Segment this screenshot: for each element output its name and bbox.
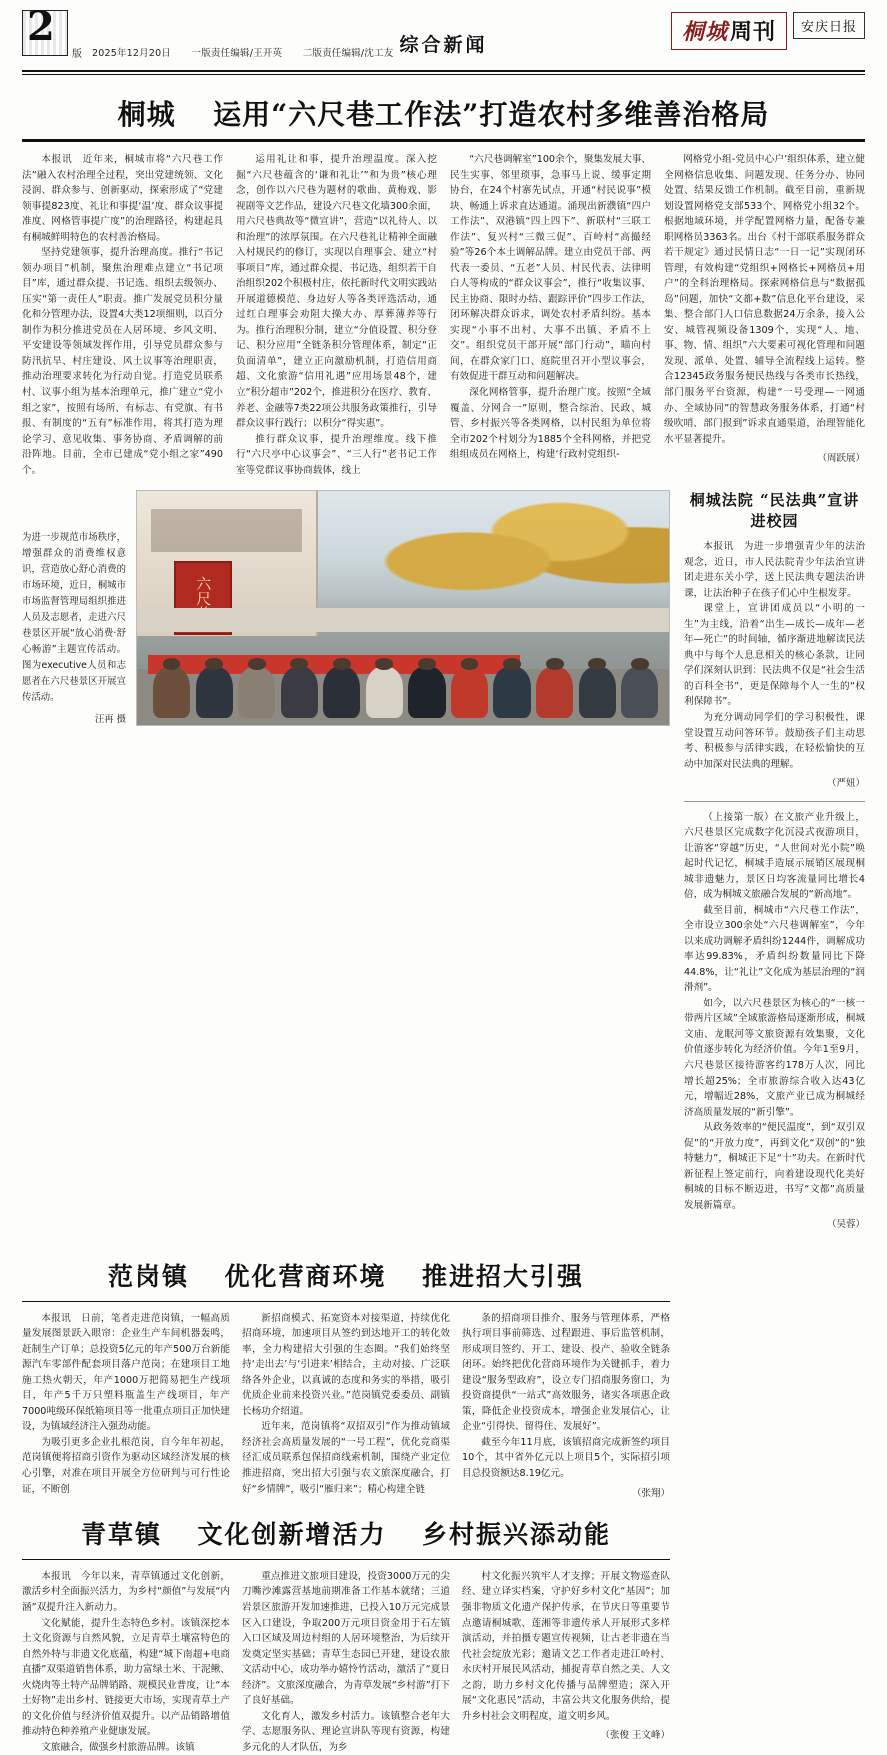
lower-section — [22, 1243, 865, 1755]
paragraph: 运用礼让和事，提升治理温度。深入挖掘“六尺巷蕴含的‘谦和礼让’”和为贵”核心理念，创作以六尺巷为题材的歌曲、黄梅戏、影视剧等文艺作品，建设六尺巷文化墙300余面，用六尺巷典故等“微宣讲”，营造“以礼待人、以和治理”的浓厚氛围。在六尺巷礼让精神全面融入村规民约的修订，实现以自理事会、建立“村事项目”库，通过群众提、书记选，组织若干自治组织202个积极村庄，依托新时代文明实践站开展道德模范、身边好人等各类评选活动，通过红白理事会劝阻大操大办、厚葬薄养等行为。推行治理积分制，建立“分值设置、积分登记、积分应用”全链条积分管理体系，制定“正负面清单”，建立正向激励机制，打造信用商超、文化旅游“信用礼遇”应用场景48个，建立“积分超市”202个，推进积分在医疗、教育、养老、金融等7类22项公共服务政策推行，引导群众议事行践行；以积分“得实惠”。 — [236, 154, 437, 430]
paragraph: 推行群众议事，提升治理维度。线下推行“六尺亭中心议事会”、“三人行”老书记工作室等党群议事协商载体，线上 — [236, 433, 437, 476]
headline-divider — [22, 139, 865, 142]
paragraph: 课堂上，宣讲团成员以“小明的一生”为主线，沿着“出生—成长—成年—老年—死亡”的时间轴，循序渐进地解读民法典中与每个人息息相关的核心条款，让同学们深刻认识到：民法典不仅是“社会生活的百科全书”，更是保障每个人一生的“权利保障书”。 — [684, 603, 865, 708]
paragraph: 截至今年11月底，该镇招商完成新签约项目10个，其中省外亿元以上项目5个，实际招引项目总投资额达8.19亿元。 — [462, 1436, 670, 1479]
paragraph: 文旅融合，做强乡村旅游品牌。该镇 — [41, 1741, 195, 1753]
lower-left-column — [22, 1243, 670, 1755]
fangang-divider — [22, 1301, 670, 1302]
fangang-headline-part1: 范岗镇 — [108, 1261, 190, 1291]
paragraph: 为充分调动同学们的学习积极性，课堂设置互动问答环节。鼓励孩子们主动思考、积极参与活律实践，在轻松愉快的互动中加深对民法典的理解。 — [684, 712, 865, 770]
lead-headline-part2: 运用“六尺巷工作法”打造农村多维善治格局 — [213, 98, 770, 131]
fangang-headline-part3: 推进招大引强 — [421, 1261, 584, 1291]
paragraph: 如今，以六尺巷景区为核心的“一核一带两片区域”全域旅游格局逐渐形成，桐城文庙、龙眠河等文旅资源有效集聚，文化价值逐步转化为经济价值。今年1至9月，六尺巷景区接待游客约178万人次，同比增长超25%；全市旅游综合收入达43亿元，增幅近28%，文旅产业已成为桐城经济高质量发展的“新引擎”。 — [684, 997, 865, 1118]
paragraph: 本报讯 近年来，桐城市将“六尺巷工作法”融入农村治理全过程，突出党建统领、文化浸润、群众参与、创新驱动，探索形成了“党建领事提823度、礼让和事提‘温’度、群众议事提准度、网格管事提广度”的治理路径，构建起具有桐城鲜明特色的农村善治格局。 — [22, 154, 223, 243]
page-number: 2 — [27, 3, 55, 50]
paragraph: 重点推进文旅项目建设，投资3000万元的尖刀嘴沙滩露营基地前期准备工作基本就绪；三道岩景区旅游开发加速推进，已投入10万元完成景区入口建设，争取200万元项目资金用于石左镇入口区域及周边村组的人居环境整治，为后续开发奠定坚实基础；青草生态园已开建，建设农旅文活动中心，成功举办嬉怜竹活动，激活了“夏日经济”。文旅深度融合，为青草发展“乡村游”打下了良好基础。 — [242, 1570, 450, 1707]
qingcao-column-1 — [22, 1569, 230, 1755]
masthead-divider — [22, 74, 865, 75]
article-fangang — [22, 1257, 670, 1501]
qingcao-columns — [22, 1569, 670, 1755]
paragraph: 从政务效率的“便民温度”，到“双引双促”的“开放力度”，再到文化“双创”的“独特魅力”，桐城正下足“十”功夫。在新时代新征程上签定前行，向着建设现代化美好桐城的目标不断迈进，书写“文都”高质量发展新篇章。 — [684, 1122, 865, 1211]
qingcao-column-3 — [462, 1569, 670, 1755]
brand-area — [671, 12, 865, 50]
paragraph: “六尺巷调解室”100余个，聚集发展大事、民生实事、邻里琐事，急事马上说、缓事定期协台，在24个村寨先试点，开通“村民说事”模块、畅通上诉求直达通道。涌现出新濮镇“四户工作法”、双港镇“四上四下”、新联村“三联工作法”、复兴村“三微三促”、百岭村“高撮经验”等26个本土调解品牌。建立由党员干部、两代表一委员、“五老”人员、村民代表、法律明白人等构成的“群众议事会”，推行“收集议事、民主协商、限时办结、跟踪评价”四步工作法，闭环解决群众诉求，调处农村矛盾纠纷。基本实现“小事不出村、大事不出镇、矛盾不上交”。组织党员干部开展“部门行动”，瞄向村间，在群众家门口、庭院里召开小型议事会，有效促进干群互动和问题解决。 — [450, 154, 651, 383]
paragraph: 文化赋能，提升生态特色乡村。该镇深挖本土文化资源与自然风貌，立足青草土壤富特色的自然外特与非遗文化底蕴，构建“城下南超+电商直播”双渠道销售体系，助力富绿土米、干泥鳅、火烧肉等土特产品牌销路、规模民业普度，让“本土好物”走出乡村、链接更大市场，实现青草土产的文化价值与经济价值双提升。以产品销路增值推动特色种养殖产业健康发展。 — [22, 1617, 230, 1738]
paragraph: 条的招商项目推介、服务与管理体系，严格执行项目事前筛选、过程跟进、事后监管机制，形成项目签约、开工、建设、投产、验收全链条闭环。始终把优化营商环境作为关键抓手，着力建设“服务型政府”，设立专门招商服务窗口，为投资商提供“一站式”高效服务，诸实各项惠企政策，降低企业投资成本，增强企业发展信心，让企业“引得快、留得住、发展好”。 — [462, 1312, 670, 1433]
qingcao-divider — [22, 1559, 670, 1560]
paragraph: 深化网格管事，提升治理广度。按照“全域覆盖、分网合一”原则，整合综治、民政、城管、乡村振兴等各类网格，以村民组为单位将全市202个村划分为1885个全科网格，并把党组组成员在网格上，构建‘行政村党组织- — [450, 386, 651, 461]
page-number-badge — [22, 3, 68, 56]
photo-caption-text: 为进一步规范市场秩序，增强群众的消费维权意识，营造放心舒心消费的市场环境，近日，桐城市市场监督管理局组织推进人员及志愿者，走进六尺巷景区开展“放心消费·舒心畅游”主题宣传活动。图为executive人员和志愿者在六尺巷景区开展宣传活动。 — [22, 532, 126, 703]
fangang-headline-part2: 优化营商环境 — [224, 1261, 387, 1291]
fangang-column-2 — [242, 1311, 450, 1501]
news-photo — [136, 490, 670, 726]
lead-column-3 — [450, 152, 651, 478]
rail-continued-body — [684, 810, 865, 1233]
lead-column-4 — [664, 152, 865, 478]
rail-article-title: 桐城法院 “民法典”宣讲进校园 — [689, 491, 860, 531]
editor-two: 二版责任编辑/沈工友 — [302, 48, 394, 59]
paragraph: 网格党小组-党员中心户’组织体系，建立健全网格信息收集、问题发现、任务分办、协同处置、结果反馈工作机制。截至目前，重新规划设置网格党支部533个、网格党小组32个。根据地域环境，并学配置网格力量，配备专兼职网格员3363名。出台《村干部联系服务群众若干规定》通过民情日志“一日一记”实现闭环管理，有效构建“党组织+网格长+网格员+用户”的全科治理格局。探索网格信息与“数据孤岛”问题，加快“文都+数”信息化平台建设，采集、整合部门人口信息数据24万余条，接入公安、城管视频设备1309个，实现“人、地、事、物、情、组织”六大要素可视化管理和问题发现、派单、处置、辅导全流程线上运转。整合12345政务服务便民热线与各类市长热线，部门服务平台资源，构建“一号受理—一网通办、全域协同”的智慧政务服务体系，打通“村级吹哨、部门报到”诉求直通渠道，治理智能化水平显著提升。 — [664, 154, 865, 445]
article-qingcao — [22, 1515, 670, 1755]
fangang-headline — [22, 1257, 670, 1293]
photo-caption — [22, 490, 126, 1233]
paragraph: 本报讯 为进一步增强青少年的法治观念，近日，市人民法院青少年法治宣讲团走进东关小学，送上民法典专题法治讲课，让法治种子在孩子们心中生根发芽。 — [684, 541, 865, 599]
paragraph: 新招商模式、拓宽资本对接渠道，持续优化招商环境，加速项目从签约到达地开工的转化效率，全力构建招大引强的生态圈。“我们始终坚持‘走出去’与‘引进来’相结合，主动对接、广泛联络各外企业，以真诚的态度和务实的举措，吸引优质企业前来投资兴业。”范岗镇党委委员、副镇长杨功介绍道。 — [242, 1312, 450, 1417]
rail-article-body — [684, 539, 865, 791]
paragraph: 文化育人，激发乡村活力。该镇整合老年大学、志愿服务队、理论宣讲队等现有资源，构建多元化的人才队伍，为乡 — [242, 1710, 450, 1753]
qingcao-column-2 — [242, 1569, 450, 1755]
qingcao-headline-part1: 青草镇 — [81, 1519, 163, 1549]
lead-article — [22, 93, 865, 478]
qingcao-byline: （张俊 王文峰） — [600, 1730, 670, 1742]
fangang-byline: （张翔） — [631, 1487, 670, 1499]
rail-divider — [684, 801, 865, 802]
paper-name: 安庆日报 — [793, 12, 865, 39]
right-rail — [684, 490, 865, 1233]
qingcao-headline-part2: 文化创新增活力 — [197, 1519, 387, 1549]
fangang-column-1 — [22, 1311, 230, 1501]
issue-date: 2025年12月20日 — [92, 48, 172, 59]
brand-logo — [671, 12, 787, 50]
page-number-label: 版 — [72, 49, 82, 60]
dateline — [92, 45, 393, 59]
paragraph: 截至目前，桐城市“六尺巷工作法”，全市设立300余处“六尺巷调解室”，今年以来成功调解矛盾纠纷1244件，调解成功率达99.83%，矛盾纠纷数量同比下降44.8%，让“礼让”文化成为基层治理的“润滑剂”。 — [684, 904, 865, 994]
rail-byline: （严妞） — [826, 778, 865, 790]
fangang-columns — [22, 1311, 670, 1501]
qingcao-headline — [22, 1515, 670, 1551]
masthead — [22, 3, 865, 72]
editor-one: 一版责任编辑/王开英 — [191, 48, 283, 59]
section-title: 综合新闻 — [399, 34, 488, 56]
lead-byline: （周跃展） — [817, 453, 865, 465]
mid-band — [22, 490, 865, 1233]
lead-columns — [22, 152, 865, 478]
photo-crowd — [137, 608, 669, 725]
paragraph: （上接第一版）在文旅产业升级上，六尺巷景区完成数字化沉浸式夜游项目，让游客“穿越”历史，“人世间对光小院”唤起时代记忆，桐城手造展示展销区展现桐城非遗魅力，景区日均客流量同比增长4倍，成为桐城文旅融合发展的“新高地”。 — [684, 811, 865, 901]
fangang-column-3 — [462, 1311, 670, 1501]
lead-headline — [22, 93, 865, 133]
paragraph: 村文化振兴筑牢人才支撑；开展文物巡查队经、建立译实档案，守护好乡村文化“基因”；加强非物质文化遗产保护传承，在节庆日等重要节点邀请桐城歌、莲湘等非遗传承人开展形式多样演活动，并拍摄专题宣传视频，让古老非遗在当代社会绽放光彩；邀请文艺工作者走进江岭村、永庆村开展民风活动，捕捉青草自然之美、人文之韵，助力乡村文化传播与品牌塑造；深入开展“文化惠民”活动，丰富公共文化服务供给，提升乡村社会文明程度，道文明乡风。 — [462, 1570, 670, 1722]
paragraph: 为吸引更多企业扎根范岗，自今年年初起，范岗镇便将招商引资作为驱动区域经济发展的核心引擎，对准在项目开展全方位研判与可行性论证，不断创 — [22, 1436, 230, 1495]
photo-trees — [382, 491, 669, 608]
paragraph: 本报讯 日前，笔者走进范岗镇，一幅高质量发展图景跃入眼帘：企业生产车间机器轰鸣，赶制生产订单；总投资5亿元的年产500万台新能源汽车零部件配套项目落户范岗；在建项目工地施工热火朝天，年产1000万把简易把生产线项目，年产5千万只塑料瓶盖生产线项目，年产7000吨级环保纸箱项目等一批重点项目正加快建设，为镇域经济注入强劲动能。 — [22, 1312, 230, 1433]
paragraph: 坚持党建领事，提升治理高度。推行“书记领办项目”机制，聚焦治理难点建立“书记项目”库，通过群众提、书记选、组织去级领办、压实“第一责任人”职责。推广发展党员积分量化和分管理办法，设置4大类12项细则，以百分制作为积分推进党员在人居环境、乡风文明、平安建设等领域发挥作用，引导党员群众参与防汛抗旱、村庄建设、风土议事等治理职责，推动治理要求转化为行动自觉。打造党员联系村、议事小组为基本治理单元，推广建立“党小组之家”，按照有场所、有标志、有党旗、有书报、有制度的“五有”标准作用，将其打造为理论学习、意见收集、事务协商、矛盾调解的前沿阵地。目前，全市已建成“党小组之家”490个。 — [22, 247, 223, 476]
paragraph: 近年来，范岗镇将“双招双引”作为推动镇域经济社会高质量发展的“一号工程”，优化竞商渠径汇成员联系包保招商线索机制，围绕产业定位推进招商，突出招大引强与农文旅深度融合，打好“乡情牌”，吸引“雁归来”；精心构建全链 — [242, 1421, 450, 1495]
photo-credit: 汪再 摄 — [94, 713, 126, 725]
photo-block — [22, 490, 670, 1233]
lead-column-1 — [22, 152, 223, 478]
lead-column-2 — [236, 152, 437, 478]
paragraph: 本报讯 今年以来，青草镇通过文化创新，激活乡村全面振兴活力，为乡村“颜值”与发展“内涵”双提升注入新动力。 — [22, 1570, 230, 1613]
brand-cursive-text: 桐城 — [681, 19, 728, 45]
rail-continued-byline: （吴蓉） — [826, 1219, 865, 1231]
lead-headline-part1: 桐城 — [117, 98, 176, 131]
brand-bold-text: 周刊 — [729, 19, 776, 45]
qingcao-headline-part3: 乡村振兴添动能 — [421, 1519, 611, 1549]
